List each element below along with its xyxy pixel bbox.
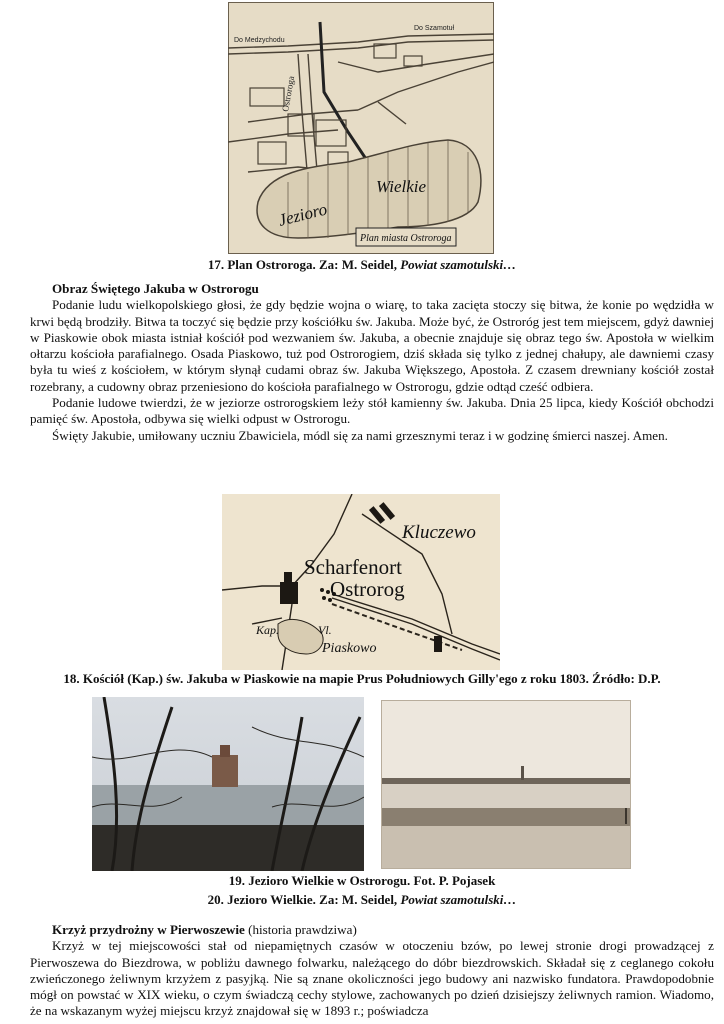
plan-ostroroga-map — [228, 2, 494, 254]
map-label-medzychod: Do Medzychodu — [234, 37, 285, 44]
caption-fig20: 20. Jezioro Wielkie. Za: M. Seidel, Powiat szamotulski… — [207, 892, 517, 907]
gilly-label-ostrorog: Ostrorog — [330, 577, 405, 601]
caption-fig18: 18. Kościół (Kap.) św. Jakuba w Piaskowie na mapie Prus Południowych Gilly'ego z roku 1803. Źródło: D.P. — [63, 671, 661, 686]
section-heading: Obraz Świętego Jakuba w Ostrorogu — [52, 281, 259, 296]
photo-jezioro-wielkie-color — [92, 697, 364, 871]
section-krzyz-pierwoszewo — [30, 922, 714, 1020]
map-label-jezioro: Jezioro — [276, 199, 329, 230]
paragraph: Krzyż w tej miejscowości stał od niepamiętnych czasów w otoczeniu bzów, po lewej stronie drogi prowadzącej z Pierwoszewa do Biezdrowa, w pobliżu dawnego folwarku, należącego do dóbr biezdrowskich. Składał się z ceglanego cokołu zwieńczonego żeliwnym krzyżem z pasyjką. Nie są znane okoliczności jego budowy ani nazwisko fundatora. Prawdopodobnie mógł on powstać w XIX wieku, o czym świadczą cechy stylowe, zachowanych po dzień dzisiejszy żeliwnych ramion. Wiadomo, że na wskazanym wyżej miejscu krzyż znajdował się w 1893 r.; poświadcza — [30, 938, 714, 1019]
gilly-label-kap: Kap. — [256, 623, 280, 637]
photo-jezioro-wielkie-sepia — [381, 700, 631, 869]
paragraph: Święty Jakubie, umiłowany uczniu Zbawiciela, módl się za nami grzesznymi teraz i w godzinę śmierci naszej. Amen. — [52, 427, 668, 443]
gilly-label-kluczewo: Kluczewo — [402, 522, 476, 543]
caption-fig19: 19. Jezioro Wielkie w Ostrorogu. Fot. P. Pojasek — [228, 873, 496, 888]
paragraph: Podanie ludowe twierdzi, że w jeziorze ostrorogskiem leży stół kamienny św. Jakuba. Dnia 25 lipca, kiedy Kościół obchodzi pamięć św. Apostoła, odbywa się wielki odpust w Ostrorogu. — [30, 395, 714, 427]
map-label-ostroroga: Ostroroga — [280, 75, 297, 113]
gilly-label-vl: Vl. — [318, 623, 332, 637]
section-obraz-jakuba — [30, 281, 714, 444]
map-label-plan: Plan miasta Ostroroga — [360, 233, 452, 244]
gilly-label-piaskowo: Piaskowo — [322, 641, 377, 656]
map-label-szamotul: Do Szamotuł — [414, 25, 455, 32]
gilly-label-scharfenort: Scharfenort — [304, 555, 402, 579]
section-heading: Krzyż przydrożny w Pierwoszewie (historia prawdziwa) — [52, 922, 357, 937]
caption-fig17: 17. Plan Ostroroga. Za: M. Seidel, Powiat szamotulski… — [207, 257, 517, 272]
gilly-map-1803 — [222, 494, 500, 670]
map-label-wielkie: Wielkie — [376, 177, 427, 196]
paragraph: Podanie ludu wielkopolskiego głosi, że gdy będzie wojna o wiarę, to taka zacięta stoczy się bitwa, że konie po wędzidła w krwi będą brodziły. Bitwa ta toczyć się będzie przy kościółku św. Jakuba. Może być, że Ostroróg jest tem miejscem, gdyż dawniej w Piaskowie obok miasta istniał kościół pod wezwaniem św. Jakuba, a obecnie znajduje się obraz tego św. Apostoła w wielkim ołtarzu kościoła parafialnego. Osada Piaskowo, tuż pod Ostrorogiem, dziś składa się tylko z jednej chałupy, ale dawniemi czasy była tu wieś z kościołem, w którym słynął cudami obraz św. Jakuba Większego, Apostoła. Z czasem drewniany kościół został rozebrany, a cudowny obraz przeniesiono do kościoła parafialnego w Ostrorogu, gdzie odtąd cześć odbiera. — [30, 297, 714, 394]
